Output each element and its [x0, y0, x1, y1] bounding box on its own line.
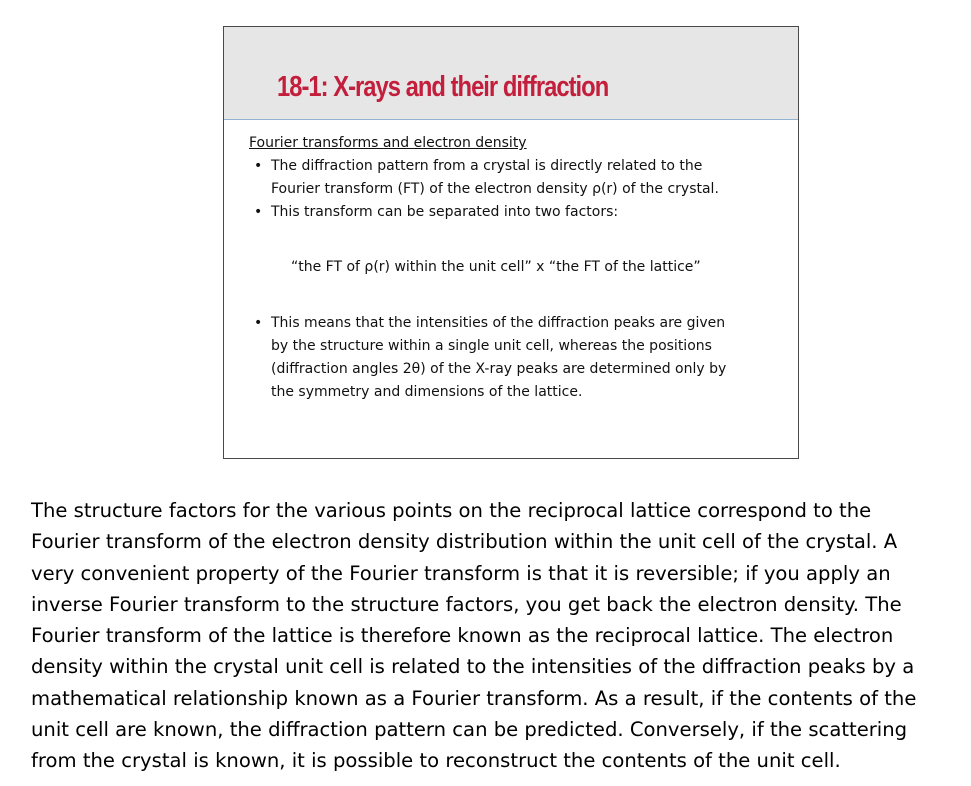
slide-body — [249, 132, 789, 404]
caption-line: from the crystal is known, it is possible to reconstruct the contents of the unit cell. — [31, 749, 841, 773]
bullet-item — [249, 201, 789, 224]
slide-header — [224, 27, 798, 120]
bullet-line: This means that the intensities of the diffraction peaks are given — [271, 315, 726, 331]
bullet-line: The diffraction pattern from a crystal is directly related to the — [271, 158, 703, 174]
bullet-line: Fourier transform (FT) of the electron density ρ(r) of the crystal. — [271, 181, 719, 197]
bullet-item — [249, 155, 789, 201]
bullet-line: the symmetry and dimensions of the lattice. — [271, 384, 583, 400]
caption-line: Fourier transform of the lattice is therefore known as the reciprocal lattice. The electron — [31, 624, 894, 648]
slide-subtitle: Fourier transforms and electron density — [249, 135, 527, 151]
slide — [223, 26, 799, 459]
caption-line: very convenient property of the Fourier transform is that it is reversible; if you apply an — [31, 561, 891, 585]
caption-line: mathematical relationship known as a Fourier transform. As a result, if the contents of the — [31, 686, 917, 710]
caption-line: Fourier transform of the electron density distribution within the unit cell of the crystal. A — [31, 530, 898, 554]
caption-line: unit cell are known, the diffraction pattern can be predicted. Conversely, if the scattering — [31, 718, 908, 742]
quote-text: “the FT of ρ(r) within the unit cell” x “the FT of the lattice” — [291, 259, 701, 275]
caption-line: inverse Fourier transform to the structure factors, you get back the electron density. The — [31, 592, 902, 616]
caption-paragraph — [31, 495, 966, 777]
caption-line: The structure factors for the various points on the reciprocal lattice correspond to the — [31, 499, 872, 522]
bullet-line: (diffraction angles 2θ) of the X-ray peaks are determined only by — [271, 361, 727, 377]
slide-title: 18-1: X-rays and their diffraction — [277, 71, 609, 103]
bullet-line: by the structure within a single unit cell, whereas the positions — [271, 338, 712, 354]
bullet-item — [249, 312, 789, 404]
bullet-dot: • — [254, 315, 263, 331]
bullet-dot: • — [254, 158, 263, 174]
caption-line: density within the crystal unit cell is related to the intensities of the diffraction peaks by a — [31, 655, 915, 679]
bullet-line: This transform can be separated into two factors: — [271, 204, 619, 220]
bullet-dot: • — [254, 204, 263, 220]
